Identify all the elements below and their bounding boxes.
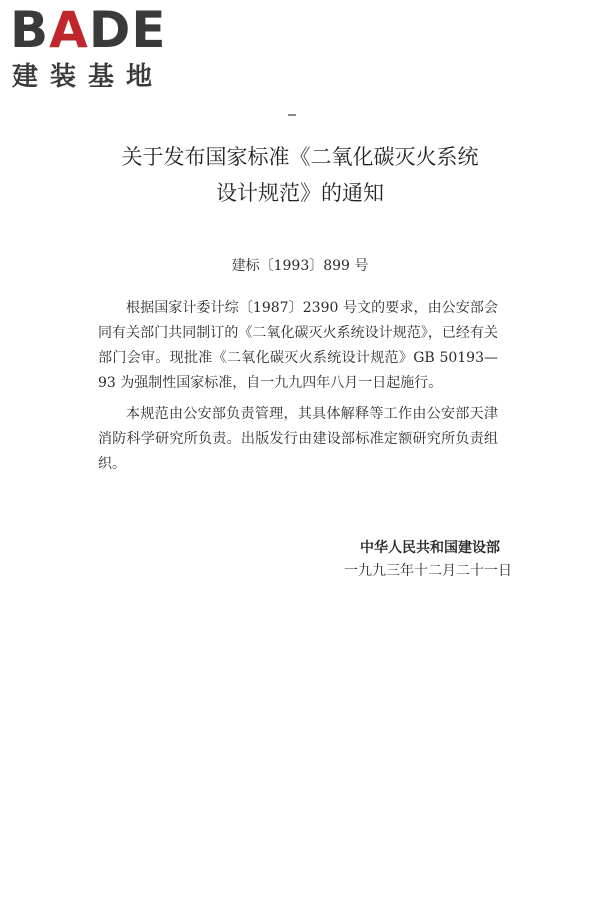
issue-date: 一九九三年十二月二十一日 xyxy=(344,563,512,579)
logo-letters-de: DE xyxy=(88,1,167,59)
logo-wordmark xyxy=(10,2,167,58)
document-title-line-2: 设计规范》的通知 xyxy=(216,181,384,205)
scan-mark xyxy=(288,114,296,116)
document-title-line-1: 关于发布国家标准《二氧化碳灭火系统 xyxy=(121,145,479,169)
logo-letter-a: A xyxy=(49,1,89,59)
logo-letter-b: B xyxy=(10,1,50,59)
brand-logo xyxy=(10,2,180,92)
logo-subtitle: 建装基地 xyxy=(12,62,165,92)
issuer-signature: 中华人民共和国建设部 xyxy=(360,540,500,556)
body-paragraph-2: 本规范由公安部负责管理，其具体解释等工作由公安部天津消防科学研究所负责。出版发行由建设部标准定额研究所负责组织。 xyxy=(98,406,498,472)
body-paragraph-1: 根据国家计委计综〔1987〕2390 号文的要求，由公安部会同有关部门共同制订的《二氧化碳灭火系统设计规范》，已经有关部门会审。现批准《二氧化碳灭火系统设计规范》GB 50193—93 为强制性国家标准，自一九九四年八月一日起施行。 xyxy=(98,300,498,391)
document-number: 建标〔1993〕899 号 xyxy=(231,258,369,274)
